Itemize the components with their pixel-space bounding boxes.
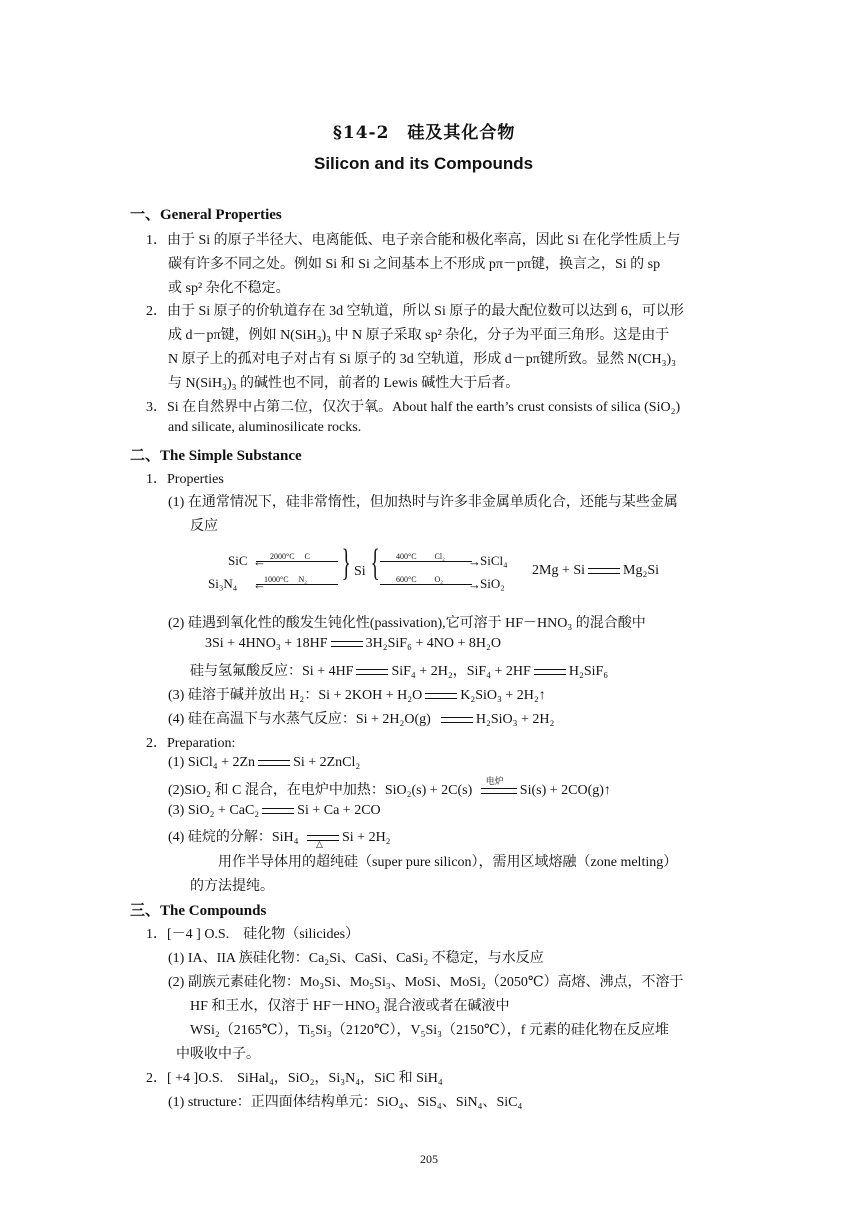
arrow-left-bottom <box>256 584 338 585</box>
text-line: (1) IA、IIA 族硅化物：Ca₂Si、CaSi、CaSi₂ 不稳定，与水反应 <box>168 951 544 966</box>
product-sicl4: SiCl₄ <box>480 553 508 568</box>
equation-mg: 2Mg + Si Mg₂Si <box>532 563 660 578</box>
text-line: N 原子上的孤对电子对占有 Si 原子的 3d 空轨道，形成 d－pπ键所致。显然 N(CH₃)₃ <box>168 352 676 367</box>
section-heading-compounds: 三、The Compounds <box>130 903 267 919</box>
arrowhead-left-icon: ← <box>253 554 266 569</box>
equals-sign-icon <box>534 669 566 675</box>
text-line: 2．Preparation: <box>146 736 236 751</box>
arrowhead-right-icon: → <box>468 554 481 569</box>
text-line: (2) 硅遇到氧化性的酸发生钝化性(passivation),它可溶于 HF－HNO₃ 的混合酸中 <box>168 616 646 631</box>
equation-koh: (3) 硅溶于碱并放出 H₂：Si + 2KOH + H₂O K₂SiO₃ + 2H₂↑ <box>168 688 546 703</box>
text-line: 或 sp² 杂化不稳定。 <box>168 281 290 296</box>
text-line: and silicate, aluminosilicate rocks. <box>168 420 362 435</box>
equals-sign-icon <box>356 669 388 675</box>
equals-sign-icon <box>331 641 363 647</box>
arrowhead-left-icon: ← <box>253 577 266 592</box>
equation-zn: (1) SiCl₄ + 2Zn Si + 2ZnCl₂ <box>168 755 361 770</box>
equals-sign-icon <box>481 788 517 794</box>
text-line: 与 N(SiH₃)₃ 的碱性也不同，前者的 Lewis 碱性大于后者。 <box>168 376 520 391</box>
page-title-cn: §14-2 硅及其化合物 <box>333 123 516 143</box>
condition-label: 2000°C C <box>270 552 310 561</box>
text-line: (1) 在通常情况下，硅非常惰性，但加热时与许多非金属单质化合，还能与某些金属 <box>168 495 678 510</box>
equals-sign-icon <box>588 568 620 574</box>
text-line: 1．由于 Si 的原子半径大、电离能低、电子亲合能和极化率高，因此 Si 在化学性质上与 <box>146 233 681 248</box>
text-line: 用作半导体用的超纯硅（super pure silicon），需用区域熔融（zone melting） <box>218 855 678 870</box>
text-line: 2．[ +4 ]O.S. SiHal₄，SiO₂，Si₃N₄，SiC 和 SiH₄ <box>146 1071 443 1086</box>
equals-sign-icon <box>262 808 294 814</box>
left-brace-icon: { <box>370 542 380 584</box>
product-si3n4: Si₃N₄ <box>208 576 238 591</box>
section-heading-simple-substance: 二、The Simple Substance <box>130 448 302 464</box>
reactant-si: Si <box>354 564 366 579</box>
equals-sign-icon <box>425 693 457 699</box>
condition-label: 600°C O₂ <box>396 575 444 584</box>
condition-label: 400°C Cl₂ <box>396 552 445 561</box>
arrow-right-top <box>380 561 472 562</box>
text-line: 反应 <box>190 519 218 534</box>
arrow-right-bottom <box>380 584 472 585</box>
equation-hf: 硅与氢氟酸反应：Si + 4HF SiF₄ + 2H₂，SiF₄ + 2HF H₂SiF₆ <box>190 664 609 679</box>
right-brace-icon: } <box>341 542 351 584</box>
arrow-left-top <box>256 561 338 562</box>
condition-label: 电炉 <box>485 776 504 786</box>
equals-sign-icon <box>258 760 290 766</box>
equals-sign-icon <box>441 717 473 723</box>
text-line: (1) structure：正四面体结构单元：SiO₄、SiS₄、SiN₄、SiC₄ <box>168 1095 523 1110</box>
equation-silane: (4) 硅烷的分解：SiH₄ △ Si + 2H₂ <box>168 830 391 849</box>
product-sio2: SiO₂ <box>480 576 505 591</box>
section-heading-general: 一、General Properties <box>130 207 282 223</box>
text-line: (2) 副族元素硅化物：Mo₃Si、Mo₅Si₃、MoSi、MoSi₂（2050℃）高熔、沸点，不溶于 <box>168 975 684 990</box>
condition-label: 1000°C N₂ <box>264 575 308 584</box>
equation-passivation: 3Si + 4HNO₃ + 18HF 3H₂SiF₆ + 4NO + 8H₂O <box>205 636 502 651</box>
conditional-equals <box>478 776 518 799</box>
text-line: WSi₂（2165℃），Ti₅Si₃（2120℃），V₅Si₃（2150℃），f 元素的硅化物在反应堆 <box>190 1023 669 1038</box>
heat-symbol-icon: △ <box>316 839 323 849</box>
text-line: 1．Properties <box>146 472 224 487</box>
text-line: 碳有许多不同之处。例如 Si 和 Si 之间基本上不形成 pπ－pπ键，换言之，Si 的 sp <box>168 257 661 272</box>
page-number: 205 <box>420 1152 438 1166</box>
text-line: 中吸收中子。 <box>176 1047 260 1062</box>
equation-furnace: (2)SiO₂ 和 C 混合，在电炉中加热：SiO₂(s) + 2C(s) 电炉 Si(s) + 2CO(g)↑ <box>168 776 611 798</box>
text-line: HF 和王水，仅溶于 HF－HNO₃ 混合液或者在碱液中 <box>190 999 510 1014</box>
text-line: 2．由于 Si 原子的价轨道存在 3d 空轨道，所以 Si 原子的最大配位数可以达到 6，可以形 <box>146 304 684 319</box>
arrowhead-right-icon: → <box>468 577 481 592</box>
text-line: 成 d－pπ键，例如 N(SiH₃)₃ 中 N 原子采取 sp² 杂化，分子为平面三角形。这是由于 <box>168 328 670 343</box>
equals-sign-icon <box>307 835 339 841</box>
equation-cac2: (3) SiO₂ + CaC₂ Si + Ca + 2CO <box>168 803 381 818</box>
text-line: 3．Si 在自然界中占第二位，仅次于氧。About half the earth’s crust consists of silica (SiO₂) <box>146 400 681 415</box>
text-line: 的方法提纯。 <box>190 879 274 894</box>
product-sic: SiC <box>228 553 248 568</box>
equation-steam: (4) 硅在高温下与水蒸气反应：Si + 2H₂O(g) H₂SiO₃ + 2H₂ <box>168 712 555 727</box>
text-line: 1．[－4 ] O.S. 硅化物（silicides） <box>146 927 360 942</box>
page-title-en: Silicon and its Compounds <box>314 154 534 173</box>
conditional-equals <box>304 830 340 849</box>
